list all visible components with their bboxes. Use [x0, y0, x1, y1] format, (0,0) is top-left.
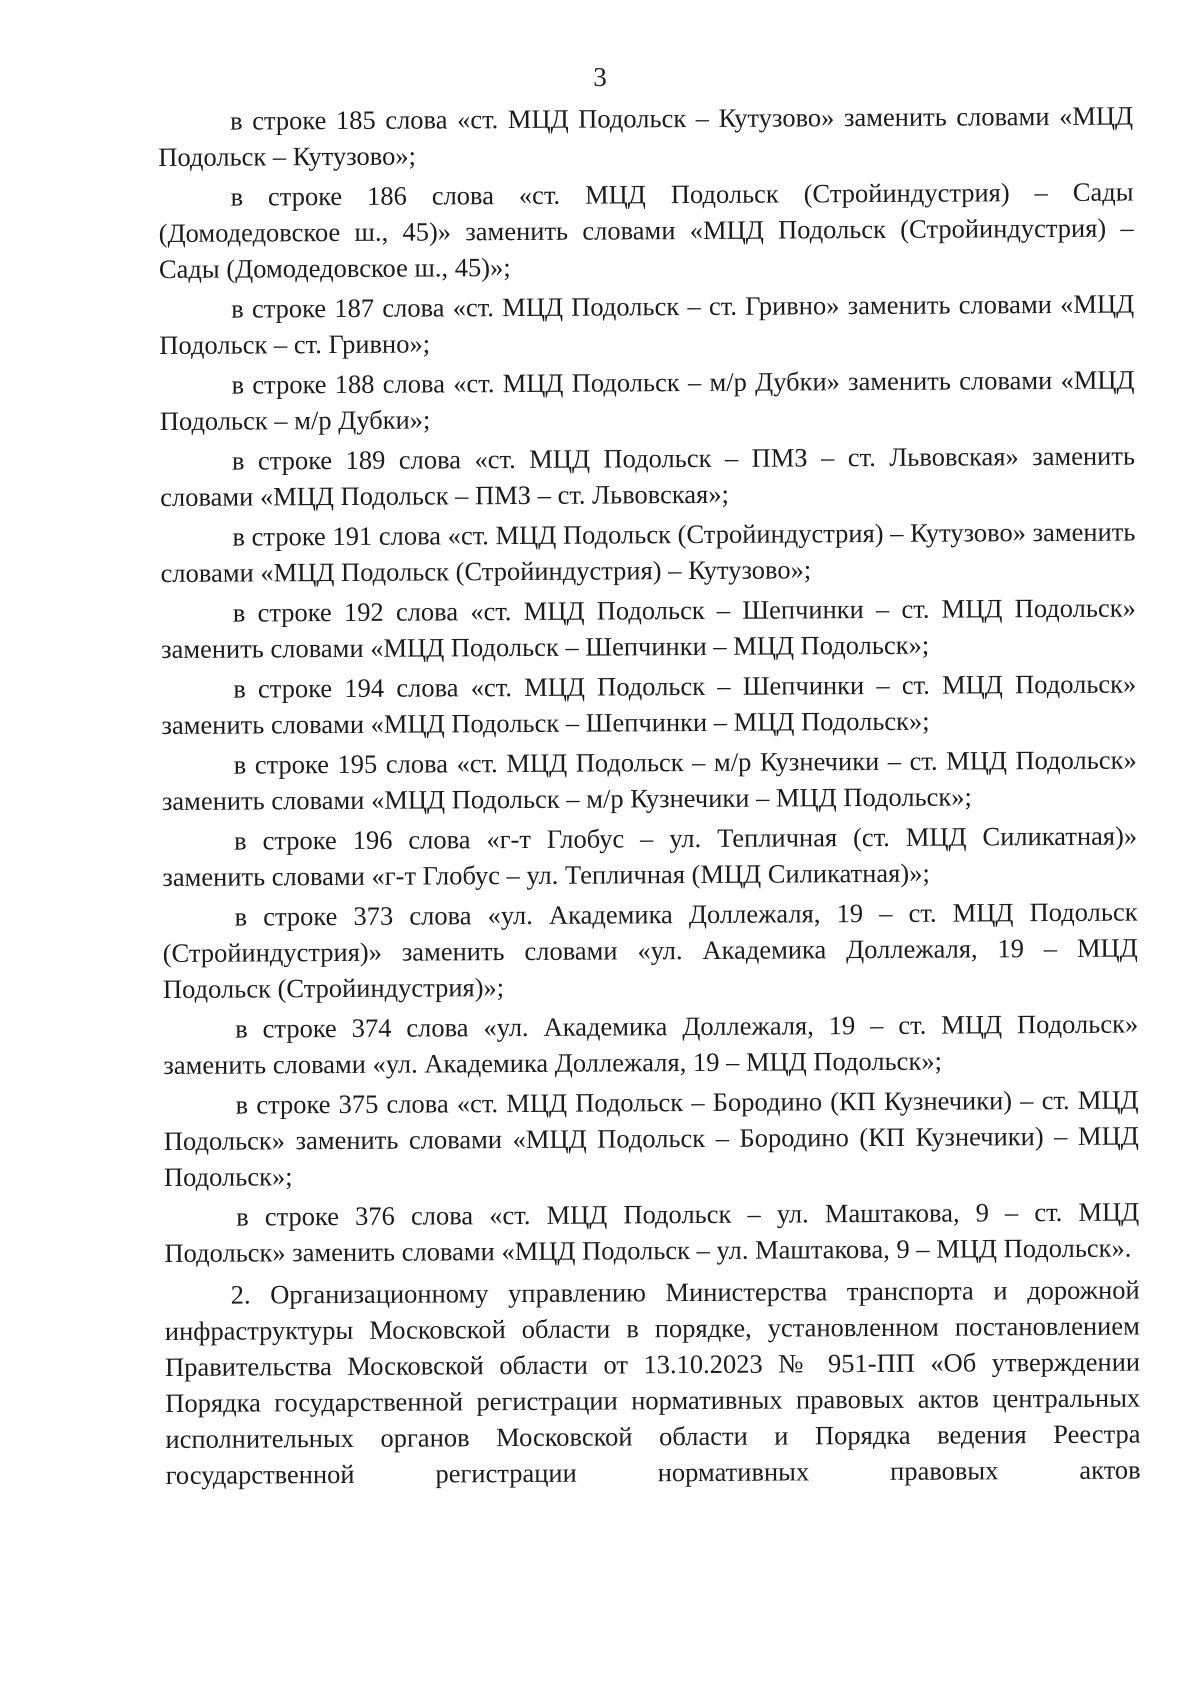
amendment-row-186: в строке 186 слова «ст. МЦД Подольск (Стройиндустрия) – Сады (Домодедовское ш., 45)» заменить словами «МЦД Подольск (Стройиндустрия) – Сады (Домодедовское ш., 45)»; [158, 176, 1134, 284]
amendment-row-373: в строке 373 слова «ул. Академика Доллежаля, 19 – ст. МЦД Подольск (Стройиндустрия)» заменить словами «ул. Академика Доллежаля, 19 – МЦД Подольск (Стройиндустрия)»; [162, 896, 1138, 1004]
amendment-row-195: в строке 195 слова «ст. МЦД Подольск – м/р Кузнечики – ст. МЦД Подольск» заменить словами «МЦД Подольск – м/р Кузнечики – МЦД Подольск»; [161, 744, 1137, 816]
amendment-row-375: в строке 375 слова «ст. МЦД Подольск – Бородино (КП Кузнечики) – ст. МЦД Подольск» заменить словами «МЦД Подольск – Бородино (КП Кузнечики) – МЦД Подольск»; [163, 1084, 1139, 1192]
amendment-row-191: в строке 191 слова «ст. МЦД Подольск (Стройиндустрия) – Кутузово» заменить словами «МЦД Подольск (Стройиндустрия) – Кутузово»; [160, 516, 1136, 588]
amendment-row-196: в строке 196 слова «г-т Глобус – ул. Тепличная (ст. МЦД Силикатная)» заменить словами «г-т Глобус – ул. Тепличная (МЦД Силикатная)»; [162, 820, 1138, 892]
amendment-row-376: в строке 376 слова «ст. МЦД Подольск – ул. Маштакова, 9 – ст. МЦД Подольск» заменить словами «МЦД Подольск – ул. Маштакова, 9 – МЦД Подольск». [164, 1196, 1140, 1268]
amendment-row-188: в строке 188 слова «ст. МЦД Подольск – м/р Дубки» заменить словами «МЦД Подольск – м/р Дубки»; [159, 364, 1135, 436]
item-2-paragraph: 2. Организационному управлению Министерства транспорта и дорожной инфраструктуры Московской области в порядке, установленном постановлением Правительства Московской области от 13.10.2023 № 951-ПП «Об утверждении Порядка государственной регистрации нормативных правовых актов центральных исполнительных органов Московской области и Порядка ведения Реестра государственной регистрации нормативных правовых актов [164, 1274, 1141, 1490]
amendment-row-194: в строке 194 слова «ст. МЦД Подольск – Шепчинки – ст. МЦД Подольск» заменить словами «МЦД Подольск – Шепчинки – МЦД Подольск»; [161, 668, 1137, 740]
amendment-row-187: в строке 187 слова «ст. МЦД Подольск – ст. Гривно» заменить словами «МЦД Подольск – ст. Гривно»; [159, 288, 1135, 360]
page-number: 3 [593, 62, 607, 92]
amendment-row-192: в строке 192 слова «ст. МЦД Подольск – Шепчинки – ст. МЦД Подольск» заменить словами «МЦД Подольск – Шепчинки – МЦД Подольск»; [160, 592, 1136, 664]
amendment-row-185: в строке 185 слова «ст. МЦД Подольск – Кутузово» заменить словами «МЦД Подольск – Кутузово»; [158, 100, 1134, 172]
amendment-row-374: в строке 374 слова «ул. Академика Доллежаля, 19 – ст. МЦД Подольск» заменить словами «ул. Академика Доллежаля, 19 – МЦД Подольск»; [163, 1008, 1139, 1080]
amendment-row-189: в строке 189 слова «ст. МЦД Подольск – ПМЗ – ст. Львовская» заменить словами «МЦД Подольск – ПМЗ – ст. Львовская»; [160, 440, 1136, 512]
document-body [158, 98, 1141, 1497]
